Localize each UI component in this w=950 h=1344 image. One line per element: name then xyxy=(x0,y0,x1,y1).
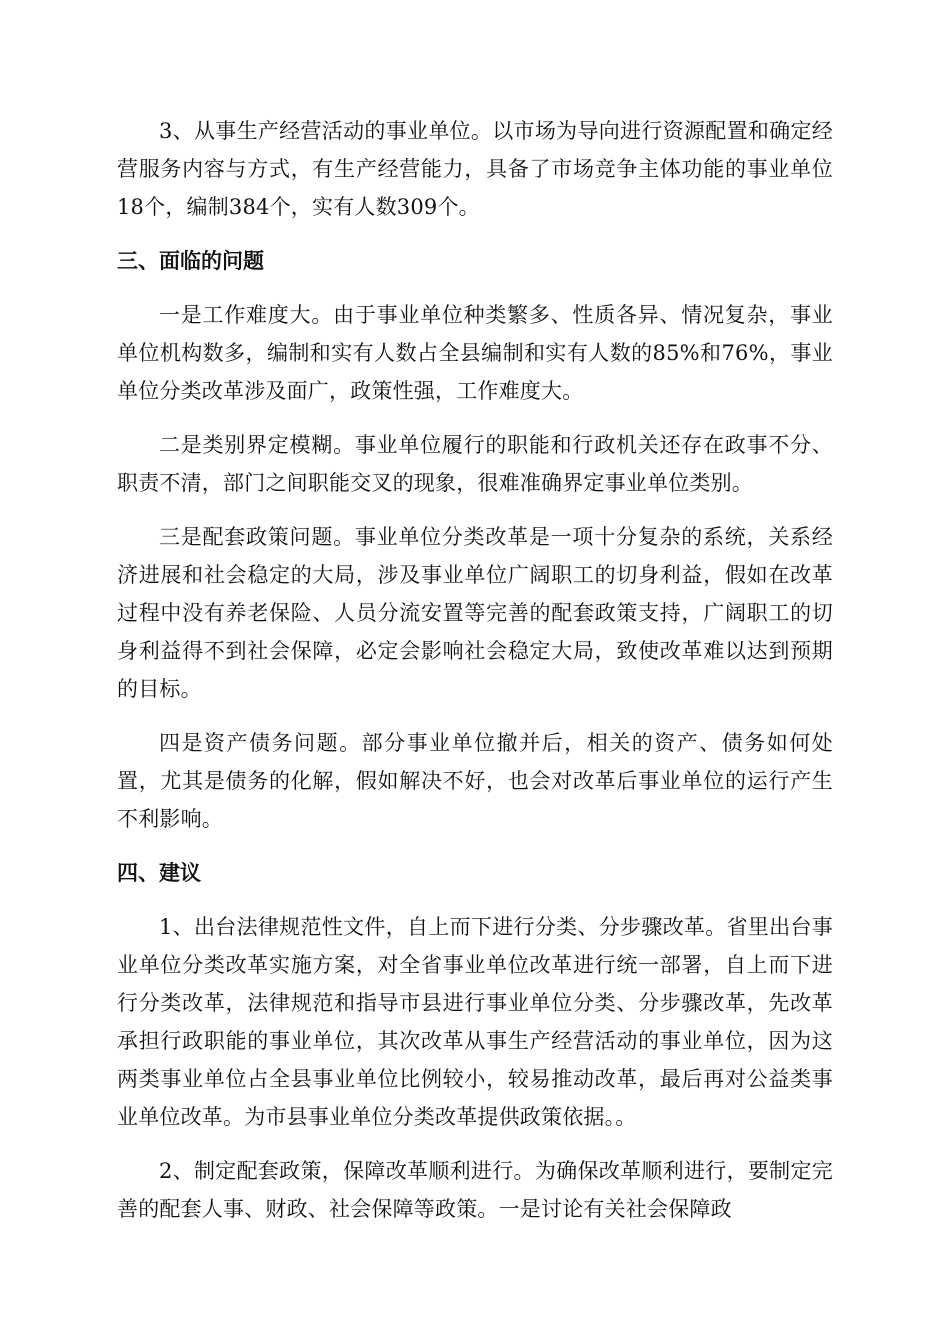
paragraph-asset-debt: 四是资产债务问题。部分事业单位撤并后，相关的资产、债务如何处置，尤其是债务的化解，假如解决不好，也会对改革后事业单位的运行产生不利影响。 xyxy=(117,731,833,831)
paragraph-suggestion-1: 1、出台法律规范性文件，自上而下进行分类、分步骤改革。省里出台事业单位分类改革实施方案，对全省事业单位改革进行统一部署，自上而下进行分类改革，法律规范和指导市县进行事业单位分类、分步骤改革，先改革承担行政职能的事业单位，其次改革从事生产经营活动的事业单位，因为这两类事业单位占全县事业单位比例较小，较易推动改革，最后再对公益类事业单位改革。为市县事业单位分类改革提供政策依据。。 xyxy=(117,915,833,1129)
document-body xyxy=(117,112,833,1244)
paragraph-classification: 二是类别界定模糊。事业单位履行的职能和行政机关还存在政事不分、职责不清，部门之间职能交叉的现象，很难准确界定事业单位类别。 xyxy=(117,433,833,495)
paragraph-supporting-policy: 三是配套政策问题。事业单位分类改革是一项十分复杂的系统，关系经济进展和社会稳定的大局，涉及事业单位广阔职工的切身利益，假如在改革过程中没有养老保险、人员分流安置等完善的配套政策支持，广阔职工的切身利益得不到社会保障，必定会影响社会稳定大局，致使改革难以达到预期的目标。 xyxy=(117,525,833,701)
paragraph-business-units: 3、从事生产经营活动的事业单位。以市场为导向进行资源配置和确定经营服务内容与方式，有生产经营能力，具备了市场竞争主体功能的事业单位18个，编制384个，实有人数309个。 xyxy=(117,119,833,219)
section-heading-problems: 三、面临的问题 xyxy=(117,249,264,273)
paragraph-difficulty: 一是工作难度大。由于事业单位种类繁多、性质各异、情况复杂，事业单位机构数多，编制和实有人数占全县编制和实有人数的85%和76%，事业单位分类改革涉及面广，政策性强，工作难度大。 xyxy=(117,303,833,403)
section-heading-suggestions: 四、建议 xyxy=(117,861,201,885)
paragraph-suggestion-2: 2、制定配套政策，保障改革顺利进行。为确保改革顺利进行，要制定完善的配套人事、财政、社会保障等政策。一是讨论有关社会保障政 xyxy=(117,1159,833,1221)
